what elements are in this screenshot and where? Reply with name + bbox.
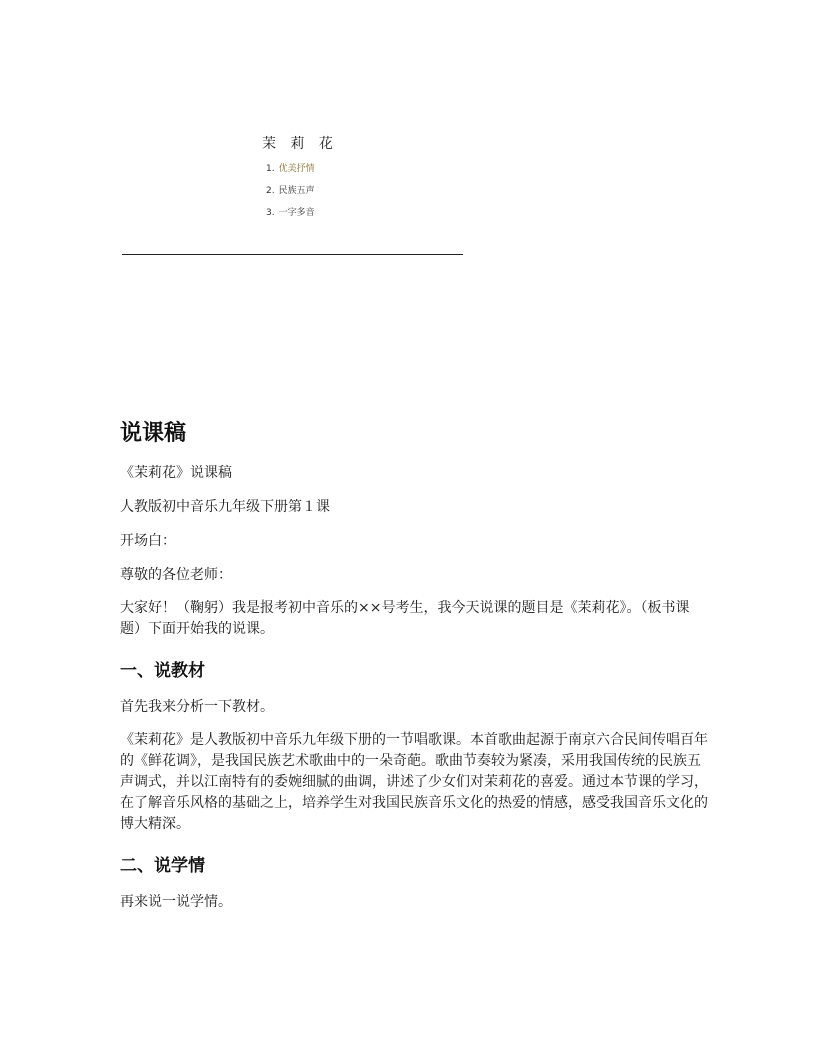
textbook-intro-paragraph: 首先我来分析一下教材。 [120,699,274,715]
board-item-number: 1. [266,164,275,174]
students-intro-paragraph: 再来说一说学情。 [120,894,232,910]
board-item-number: 2. [266,186,275,196]
board-item-text: 民族五声 [278,186,315,196]
board-item-3 [266,208,462,219]
section-heading-students: 二、说学情 [120,856,205,876]
textbook-analysis-paragraph: 《茉莉花》是人教版初中音乐九年级下册的一节唱歌课。本首歌曲起源于南京六合民间传唱百年的《鲜花调》，是我国民族艺术歌曲中的一朵奇葩。歌曲节奏较为紧凑，采用我国传统的民族五声调式，并以江南特有的委婉细腻的曲调，讲述了少女们对茉莉花的喜爱。通过本节课的学习，在了解音乐风格的基础之上，培养学生对我国民族音乐文化的热爱的情感，感受我国音乐文化的博大精深。 [120,732,708,832]
board-item-text: 一字多音 [278,208,315,218]
introduction-paragraph: 大家好！（鞠躬）我是报考初中音乐的××号考生，我今天说课的题目是《茉莉花》。（板书课题）下面开始我的说课。 [120,600,690,637]
blackboard-plan [262,134,462,230]
horizontal-divider [122,254,463,255]
document-title: 说课稿 [120,421,187,446]
document-body [120,418,710,925]
opening-label: 开场白： [120,533,176,549]
board-title: 茉 莉 花 [262,136,338,152]
greeting-paragraph: 尊敬的各位老师： [120,567,232,583]
board-item-text: 优美抒情 [278,164,315,174]
board-item-1 [266,164,462,175]
lesson-title-paragraph: 《茉莉花》说课稿 [120,465,232,481]
board-item-number: 3. [266,208,275,218]
board-item-2 [266,186,462,197]
section-heading-textbook: 一、说教材 [120,661,205,681]
textbook-paragraph: 人教版初中音乐九年级下册第１课 [120,499,330,515]
